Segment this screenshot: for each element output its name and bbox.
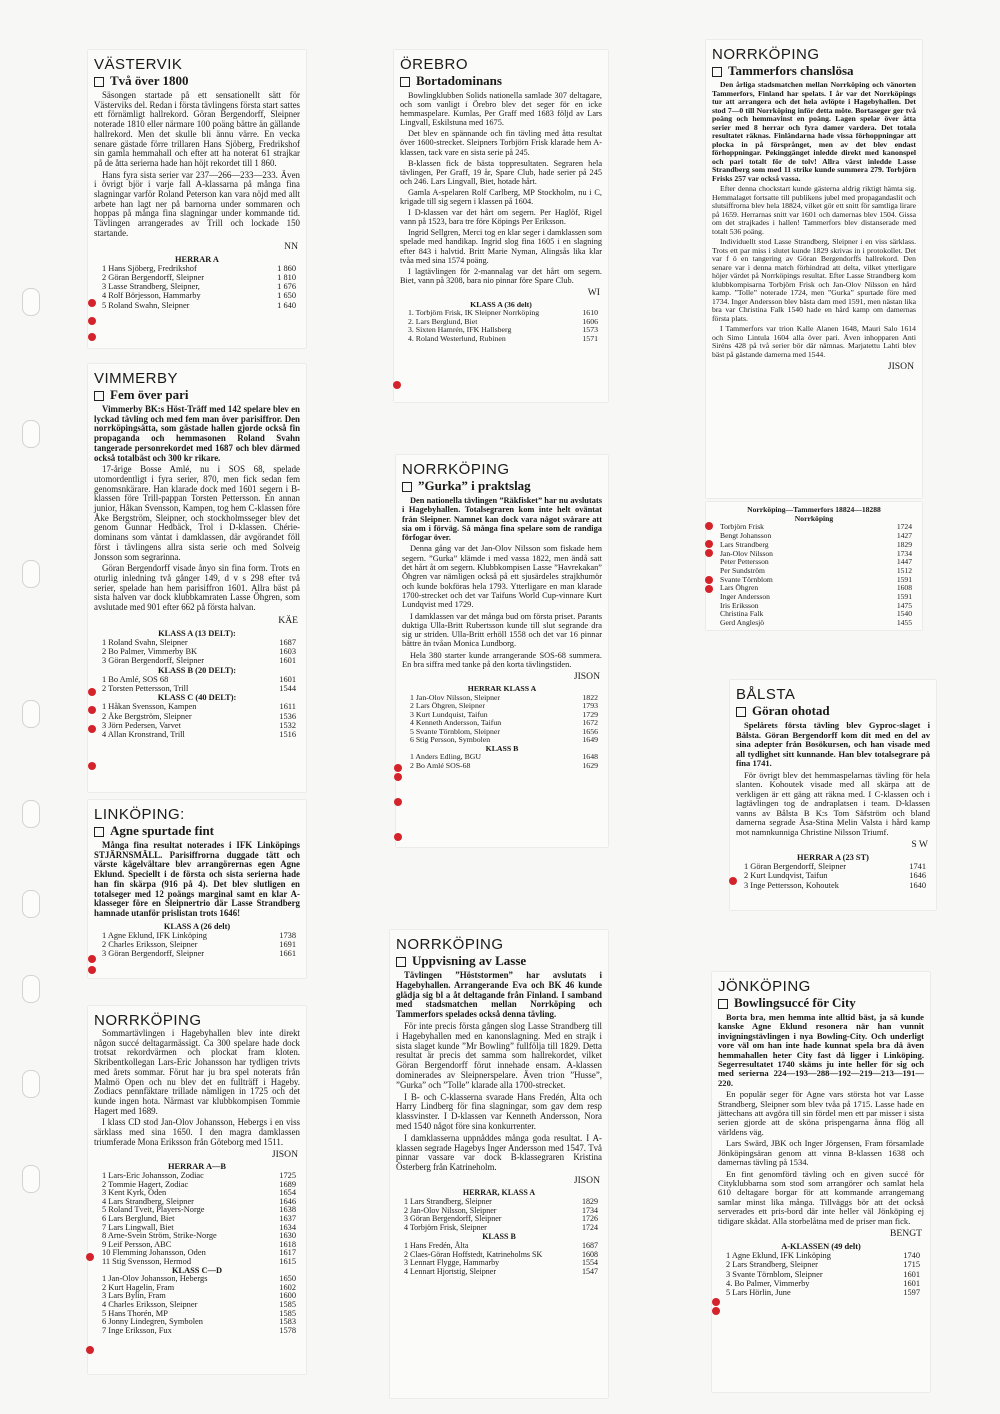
result-row: 3 Göran Bergendorff, Sleipner 1726 <box>404 1214 598 1224</box>
result-row: Inger Andersson 1591 <box>720 592 912 602</box>
paragraph: Gamla A-spelaren Rolf Carlberg, MP Stockholm, nu i C, krigade till sig segern i klassen på 1604. <box>400 187 602 207</box>
result-row: 1 Lars-Eric Johansson, Zodiac 1725 <box>102 1171 296 1181</box>
city-heading: ÖREBRO <box>400 56 469 73</box>
result-row: 1. Torbjörn Frisk, IK Sleipner Norrköping 1610 <box>408 308 598 318</box>
result-row: Christina Falk 1540 <box>720 609 912 619</box>
paragraph: Sommartävlingen i Hagebyhallen blev inte direkt någon succé deltagarmässigt. Ca 300 spelare hade dock trotsat rekordvärmen och plockat fram kloten. Skribentkollegan Lars-Eric Johansson har tydligen trivts med årets sommar. Förut har ju bra spel noterats från Malmö Open och nu blev det en fullträff i Hageby. Zodiacs pennfäktare trillade nämligen in 1725 och det kunde ingen hota. Närmast var klubbkompisen Tommie Hagert med 1689. <box>94 1028 300 1116</box>
result-row: 1 Hans Sjöberg, Fredrikshof 1 860 <box>102 263 296 273</box>
result-row: 2 Lars Strandberg, Sleipner 1715 <box>726 1260 920 1270</box>
result-row: 4 Torbjörn Frisk, Sleipner 1724 <box>404 1223 598 1233</box>
red-marker-dot <box>394 764 402 772</box>
paragraph: I lagtävlingen för 2-mannalag var det hårt om segern. Biet, vann på 3208, bara nio pinnar före Spare Club. <box>400 266 602 285</box>
red-marker-dot <box>712 1307 720 1315</box>
results-table <box>396 1189 602 1277</box>
results-table <box>736 853 930 890</box>
result-row: 3 Lennart Flygge, Hammarby 1554 <box>404 1258 598 1268</box>
red-marker-dot <box>705 576 713 584</box>
red-marker-dot <box>88 966 96 974</box>
result-row: 4. Bo Palmer, Vimmerby 1601 <box>726 1278 920 1288</box>
result-row: 5 Hans Thorén, MP 1585 <box>102 1308 296 1318</box>
headline: Bortadominans <box>400 73 602 89</box>
paragraph: För övrigt blev det hemmaspelarnas tävling för hela slanten. Kohoutek visade med all skärpa att de verkligen är ett gäng att räkna med. I C-klassen och i lagtävlingen tog de andraplatsen i team. D-klassen vanns av Bålsta B K:s Tom Säfström och bland damerna segrade Åsa-Stina Melin Valsta i hård kamp mot namnkunniga Christine Nilsson Triumf. <box>736 769 930 837</box>
result-row: 3 Lasse Strandberg, Sleipner, 1 676 <box>102 282 296 292</box>
red-marker-dot <box>393 381 401 389</box>
results-table <box>94 922 300 959</box>
binder-hole <box>22 420 40 448</box>
results-header: HERRAR A <box>175 254 219 264</box>
clipping-vastervik <box>88 50 306 348</box>
paragraph: För inte precis första gången slog Lasse Strandberg till i Hagebyhallen med en kanonslagning. Med en strajk i sista slaget kunde ”Mr Bowling” fullfölja till 1829. Detta resultat är precis det samma som hallrekordet, vilket Göran Bergendorff förut innehade ensam. A-klassen dominerades av Sleipnerspelare. Även trion ”Husse”, ”Gurka” och ”Tolle” klarade alla 1700-strecket. <box>396 1020 602 1090</box>
result-row: 5 Svante Törnblom, Sleipner 1656 <box>410 726 598 736</box>
result-row: 2 Claes-Göran Hoffstedt, Katrineholms SK 1608 <box>404 1249 598 1259</box>
result-row: 4 Charles Eriksson, Sleipner 1585 <box>102 1299 296 1309</box>
paragraph: Säsongen startade på ett sensationellt sätt för Västerviks del. Redan i första tävlingens första start sattes ett förnämligt hallrekord. Göran Bergendorff, Sleipner noterade 1810 eller närmare 100 poäng bättre än gällande hallrekord. Men det skulle bli ännu värre. En vecka senare gästade förre trillaren Hans Sjöberg, Fredrikshof sin gamla hemmahall och efter att ha noterat 61 strajkar på de åtta serierna hade han höjt rekordet till 1 860. <box>94 90 300 168</box>
headline: Två över 1800 <box>94 73 300 89</box>
result-row: 11 Stig Svensson, Hermod 1615 <box>102 1256 296 1266</box>
results-table <box>94 255 300 310</box>
binder-hole <box>22 288 40 316</box>
result-row: 1 Jan-Olov Johansson, Hebergs 1650 <box>102 1274 296 1284</box>
result-row: 3 Lars Bylin, Fram 1600 <box>102 1291 296 1301</box>
binder-hole <box>22 560 40 588</box>
headline: Agne spurtade fint <box>94 823 300 839</box>
red-marker-dot <box>394 833 402 841</box>
red-marker-dot <box>729 877 737 885</box>
result-row: 1 Hans Fredén, Ålta 1687 <box>404 1240 598 1250</box>
result-row: 1 Jan-Olov Nilsson, Sleipner 1822 <box>410 692 598 702</box>
paragraph: Hans fyra sista serier var 237—266—233—233. Även i övrigt björ i varje fall A-klassarna på många fina slagningar varför Roland Peterson kan vara nöjd med allt arbete han lagt ner på barnorna under sommaren och hoppas på många fina slagningar under kommande tid. Tävlingen arrangerades av Trill och lockade 150 startande. <box>94 169 300 238</box>
city-heading: NORRKÖPING <box>402 461 510 478</box>
result-row: 3 Jörn Pedersen, Varvet 1532 <box>102 720 296 730</box>
checkbox-icon <box>718 999 728 1009</box>
paragraph: I damklassen var det många bud om första priset. Parants duktiga Ulla-Britt Rubertsson kunde till slut segrande dra sig ur striden. Ulla-Britt erhöll 1558 och det var 16 pinnar bättre än tvåan Monica Lundborg. <box>402 611 602 649</box>
results-header: HERRAR A (23 ST) <box>797 853 869 862</box>
paragraph: Ingrid Sellgren, Merci tog en klar seger i damklassen som spelade med handikap. Ingrid slog fina 1605 i en slagning efter 843 i halvtid. Britt Marie Nyman, Alingsås lika klar tvåa med sina 1574 poäng. <box>400 228 602 265</box>
result-row: 4 Rolf Börjesson, Hammarby 1 650 <box>102 291 296 301</box>
result-row: 4 Kenneth Andersson, Taifun 1672 <box>410 718 598 728</box>
result-row: 4 Allan Kronstrand, Trill 1516 <box>102 730 296 739</box>
result-row: 4. Roland Westerlund, Rubinen 1571 <box>408 333 598 343</box>
result-row: 2 Lars Öhgren, Sleipner 1793 <box>410 701 598 711</box>
paragraph: En populär seger för Agne vars största hot var Lasse Strandberg, Sleipner som blev tvåa på 1715. Lasse hade en jättechans att avgöra till sin fördel men ett par misser i sista serien gjorde att de sköna prispengarna ånna flög all världens väg. <box>718 1089 924 1137</box>
binder-hole <box>22 890 40 918</box>
results-header: KLASS C (40 DELT): <box>157 693 237 703</box>
city-heading: VIMMERBY <box>94 370 179 387</box>
paragraph: En fint genomförd tävling och en given succé för Cityklubbarna som stod som arrangörer och samlat hela 610 deltagare borgar för att kommande arrangemang samlar minst lika många. Tillväggs bör att det också serverades ett pris-bord där inte heller väl Jönköping ej tidigare skådat. Alla storbelåtna med de priser man fick. <box>718 1168 924 1226</box>
results-table <box>94 629 300 739</box>
clipping-norrkoping-tammerfors <box>706 40 922 498</box>
clipping-linkoping <box>88 800 306 978</box>
binder-hole <box>22 975 40 1003</box>
results-header: HERRAR, KLASS A <box>462 1187 536 1197</box>
red-marker-dot <box>88 688 96 696</box>
result-row: 2 Kurt Hagelin, Fram 1602 <box>102 1282 296 1292</box>
red-marker-dot <box>88 333 96 341</box>
paragraph: 17-årige Bosse Amlé, nu i SOS 68, spelade utomordentligt i fyra serier, 870, men fick sedan fem genomsnkärare. Han klarade dock med 1601 segern i B-klassen före Trill-pappan Torsten Pettersson. En annan junior, Håkan Svensson, Kampen, tog hem C-klassen före Åke Bergström, Sleipner, och stockholmsseger blev det genom Gunnar Hedbäck, Trol i D-klassen. Chérie-dominans som väntat i damklassen, där avgörandet föll först i tävlingens allra sista serie och med Solveig Jonsson som segrarinna. <box>94 464 300 562</box>
results-header: KLASS A (13 DELT): <box>158 628 236 638</box>
result-row: 1 Göran Bergendorff, Sleipner 1741 <box>744 862 926 872</box>
red-marker-dot <box>88 299 96 307</box>
city-heading: BÅLSTA <box>736 686 796 703</box>
result-row: Peter Pettersson 1447 <box>720 557 912 567</box>
results-header: HERRAR KLASS A <box>467 684 537 694</box>
paragraph: I B- och C-klasserna svarade Hans Fredén, Ålta och Harry Lindberg för fina slagningar, som gav dem resp klassvinster. I D-klassen var Kenneth Andersson, Nora med 1540 något före sina konkurrenter. <box>396 1091 602 1131</box>
result-row: 2 Kurt Lundqvist, Taifun 1646 <box>744 871 926 881</box>
checkbox-icon <box>402 482 412 492</box>
city-heading: NORRKÖPING <box>712 46 820 63</box>
red-marker-dot <box>705 585 713 593</box>
headline: Fem över pari <box>94 387 300 403</box>
signature: KÄE <box>278 614 298 626</box>
paragraph: Lars Swärd, JBK och Inger Jörgensen, Fram församlade Jönköpingsäran genom att vinna B-klassen 1638 och damernas tävling på 1534. <box>718 1138 924 1168</box>
paragraph: Bowlingklubben Solids nationella samlade 307 deltagare, och som vanligt i Örebro blev det seger för en icke hemmaspelare. Kumlas, Per Graff med 1683 följd av Lars Lingvall, Eskilstuna med 1675. <box>400 91 602 128</box>
result-row: 6 Jonny Lindegren, Symbolen 1583 <box>102 1317 296 1327</box>
red-marker-dot <box>86 1346 94 1354</box>
paragraph: Det blev en spännande och fin tävling med åtta resultat över 1600-strecket. Sleipners Torbjörn Frisk klarade hem A-klassen, tack vare en sista serie på 245. <box>400 129 602 157</box>
result-row: Jan-Olov Nilsson 1734 <box>720 548 912 558</box>
results-table <box>402 685 602 770</box>
red-marker-dot <box>86 1253 94 1261</box>
result-row: Iris Eriksson 1475 <box>720 600 912 610</box>
result-row: 3. Sixten Hamrén, IFK Hallsberg 1573 <box>408 325 598 335</box>
signature: JISON <box>573 671 600 683</box>
paragraph: Göran Bergendorff visade ånyo sin fina form. Trots en oturlig inledning två gånger 149, d v s 298 efter två serier, spelade han hem parisiffron 1601. Allra bäst på sista halven var dock klubbkamraten Lasse Öhgren, som avslutade med 901 efter 662 på första halvan. <box>94 563 300 613</box>
headline: Uppvisning av Lasse <box>396 953 602 969</box>
red-marker-dot <box>88 762 96 770</box>
results-header: KLASS A (36 delt) <box>470 299 532 309</box>
result-row: 3 Göran Bergendorff, Sleipner 1661 <box>102 949 296 959</box>
city-heading: NORRKÖPING <box>94 1012 202 1029</box>
signature: WI <box>587 286 600 298</box>
result-row: Lars Strandberg 1829 <box>720 539 912 549</box>
lead-paragraph: Många fina resultat noterades i IFK Linköpings STJÄRNSMÄLL. Parisiffrorna duggade tätt och värste kägelvältare blev arrangörernas egen Agne Eklund. Speciellt i de första och sista serierna hade han fin skärpa (916 på 4). Det blev slutligen en totalseger med 12 poängs marginal samt en klar A-klasseger före en Sleipnertrio där Lasse Strandberg hamnade utanför prislistan trots 1646! <box>94 840 300 918</box>
result-row: Bengt Johansson 1427 <box>720 531 912 541</box>
lead-paragraph: Tävlingen ”Höststormen” har avslutats i Hagebyhallen. Arrangerande Eva och BK 46 kunde glädja sig bl a åt deltagande från Finland. I samband med stadsmatchen mellan Norrköping och Tammerfors spelades också denna tävling. <box>396 970 602 1020</box>
signature: NN <box>284 240 298 252</box>
paragraph: I klass CD stod Jan-Olov Johansson, Hebergs i en viss särklass med sina 1650. I den magra damklassen triumferade Mona Eriksson från Göteborg med 1511. <box>94 1117 300 1147</box>
red-marker-dot <box>88 725 96 733</box>
result-row: 1 Roland Svahn, Sleipner 1687 <box>102 637 296 647</box>
result-row: Lars Öhgren 1608 <box>720 583 912 593</box>
lead-paragraph: Den nationella tävlingen ”Räkfisket” har nu avslutats i Hagebyhallen. Totalsegraren kom inte helt oväntat från Sleipner. Namnet kan dock vara något svårare att sia om i förväg. Så många fina spelare som de randiga förfogar över. <box>402 496 602 543</box>
city-heading: LINKÖPING: <box>94 806 185 823</box>
red-marker-dot <box>88 317 96 325</box>
signature: JISON <box>573 1174 600 1186</box>
paragraph: Individuellt stod Lasse Strandberg, Sleipner i en viss särklass. Trots ett par miss i slutet kunde 1829 skrivas in i protokollet. Det var f ö en tangering av Göran Bergendorffs hallrekord. Den senare var i denna match förhindrad att delta, vilket ytterligare höjer värdet på Norrköpings resultat. Efter Lasse Strandberg kom klubbkompisarna Torbjörn Frisk och Jan-Olov Nilsson en hård kamp. ”Tolle” noterade 1724, men ”Gurka” spurtade före med 1734. Inger Andersson blev bästa dam med 1591, men nästan lika bra var Christina Falk 1540 hade en hård kamp om damernas första plats. <box>712 237 916 323</box>
checkbox-icon <box>94 77 104 87</box>
checkbox-icon <box>400 77 410 87</box>
lead-paragraph: Vimmerby BK:s Höst-Träff med 142 spelare blev en lyckad tävling och med fem man över parisiffror. Den norrköpingsätta, som gästade hallen gjorde också fin propaganda och hemmasonen Roland Svahn tangerade personrekordet med 1687 och blev därmed också totalbäst och 300 kr rikare. <box>94 404 300 463</box>
signature: BENGT <box>890 1227 922 1239</box>
clipping-balsta <box>730 680 936 910</box>
binder-hole <box>22 1165 40 1193</box>
paragraph: B-klassen fick de bästa toppresultaten. Segraren hela tävlingen, Per Graff, 19 år, Spare Club, hade serier på 245 och 246. Lars Lingvall, Biet, hotade hårt. <box>400 158 602 186</box>
results-header: KLASS C—D <box>171 1265 223 1275</box>
result-row: 2 Jan-Olov Nilsson, Sleipner 1734 <box>404 1205 598 1215</box>
signature: JISON <box>887 361 914 372</box>
red-marker-dot <box>705 549 713 557</box>
city-heading: VÄSTERVIK <box>94 56 183 73</box>
lead-paragraph: Borta bra, men hemma inte alltid bäst, ja så kunde kanske Agne Eklund resonera när han vunnit invigningstävlingen i nya Bowling-City. Och underligt vore väl om han inte hade kunnat spela bra då även hemmahallen heter City fast då ligger i Linköping. Segerresultatet 1740 skäms ju inte heller för sig och med serierna 224—193—288—192—219—213—191—220. <box>718 1012 924 1088</box>
clipping-norrkoping-summer <box>88 1006 306 1374</box>
checkbox-icon <box>396 957 406 967</box>
result-row: 3 Inge Pettersson, Kohoutek 1640 <box>744 880 926 890</box>
result-row: Svante Törnblom 1591 <box>720 574 912 584</box>
result-row: 2 Tommie Hagert, Zodiac 1689 <box>102 1179 296 1189</box>
checkbox-icon <box>94 827 104 837</box>
results-table <box>400 301 602 343</box>
paragraph: I D-klassen var det hårt om segern. Per Haglöf, Rigel vann på 1523, bara tre före Köpings Per Eriksson. <box>400 208 602 227</box>
red-marker-dot <box>394 773 402 781</box>
paragraph: Denna gång var det Jan-Olov Nilsson som fiskade hem segern. ”Gurka” klämde i med vassa 1822, men ändå satt det hårt åt om segern. Klubbkompisen Lasse ”Havrekakan” Öhgren var nämligen också på ett sjusärdeles strajkhumör och kunde bokföras hela 1793. Ytterligare en man klarade 1700-strecket och det var Taifuns World Cup-vinnare Kurt Lundqvist med 1729. <box>402 544 602 610</box>
results-subheader: Norrköping <box>794 513 834 523</box>
clipping-norrkoping-lasse <box>390 930 608 1398</box>
lead-paragraph: Den årliga stadsmatchen mellan Norrköping och vänorten Tammerfors, Finland har spelats. I år var det Norrköpings tur att arrangera och det hela avlöpte i Hagebyhallen. Det stod 7—0 till Norrköping inför detta möte. Bortaseger ger två poäng och hemmavinst en poäng. Lagen spelar över åtta serier med 8 herrar och fyra damer vardera. Det totala resultatet räknas. Finländarna hade vissa förhoppningar att plocka in på försprånget, men av det blev endast förhoppningar. Pekinggänget inledde direkt med kanonspel och pari totalt för de tolv! Allra värst inledde Lasse Strandberg som med 11 strike kunde summera 279. Torbjörn Frisks 257 var också vassa. <box>712 80 916 183</box>
result-row: 1 Håkan Svensson, Kampen 1611 <box>102 702 296 712</box>
result-row: 1 Anders Edling, BGU 1648 <box>410 752 598 762</box>
results-header: A-KLASSEN (49 delt) <box>781 1241 861 1251</box>
result-row: 1 Lars Strandberg, Sleipner 1829 <box>404 1196 598 1206</box>
checkbox-icon <box>94 391 104 401</box>
result-row: 6 Stig Persson, Symbolen 1649 <box>410 735 598 745</box>
result-row: 2 Charles Eriksson, Sleipner 1691 <box>102 940 296 950</box>
checkbox-icon <box>736 707 746 717</box>
result-row: 4 Lennart Hjortstig, Sleipner 1547 <box>404 1267 598 1277</box>
result-row: Gerd Anglesjö 1455 <box>720 618 912 628</box>
results-header: KLASS A (26 delt) <box>163 921 231 931</box>
result-row: 2 Göran Bergendorff, Sleipner 1 810 <box>102 272 296 282</box>
red-marker-dot <box>705 540 713 548</box>
result-row: 2. Lars Berglund, Biet 1606 <box>408 316 598 326</box>
results-table <box>712 506 916 628</box>
clipping-norrkoping-tammerfors-results <box>706 502 922 630</box>
result-row: 2 Torsten Pettersson, Trill 1544 <box>102 683 296 693</box>
clipping-norrkoping-gurka <box>396 455 608 847</box>
result-row: 3 Göran Bergendorff, Sleipner 1601 <box>102 656 296 666</box>
result-row: 3 Kurt Lundquist, Taifun 1729 <box>410 709 598 719</box>
result-row: 2 Bo Amlé SOS-68 1629 <box>410 760 598 770</box>
results-table <box>718 1242 924 1297</box>
headline: ”Gurka” i praktslag <box>402 478 602 494</box>
result-row: 1 Bo Amlé, SOS 68 1601 <box>102 674 296 684</box>
headline: Tammerfors chanslösa <box>712 63 916 79</box>
clipping-vimmerby <box>88 364 306 792</box>
city-heading: JÖNKÖPING <box>718 978 811 995</box>
binder-hole <box>22 800 40 828</box>
result-row: Torbjörn Frisk 1724 <box>720 522 912 532</box>
binder-hole <box>22 700 40 728</box>
result-row: 5 Roland Swahn, Sleipner 1 640 <box>102 300 296 310</box>
result-row: Per Sundström 1512 <box>720 565 912 575</box>
result-row: 1 Agne Eklund, IFK Linköping 1738 <box>102 930 296 940</box>
result-row: 9 Leif Persson, ABC 1618 <box>102 1239 296 1249</box>
binder-hole <box>22 1070 40 1098</box>
results-header: KLASS B <box>482 1231 516 1241</box>
result-row: 5 Roland Tveit, Players-Norge 1638 <box>102 1205 296 1215</box>
result-row: 2 Åke Bergström, Sleipner 1536 <box>102 711 296 721</box>
result-row: 5 Lars Hörlin, June 1597 <box>726 1287 920 1297</box>
headline: Göran ohotad <box>736 703 930 719</box>
results-header: Norrköping—Tammerfors 18824—18288 <box>747 505 881 514</box>
result-row: 10 Flemming Johansson, Oden 1617 <box>102 1248 296 1258</box>
paragraph: Efter denna chockstart kunde gästerna aldrig riktigt hämta sig. Hemmalaget fortsatte till publikens jubel med propagandaslit och slutsiffrorna blev hela 18824, vilket gör ett snitt för samtliga lirare på 1659. Herrarnas snitt var 1601 och damernas blev 1504. Gissa om det strajkades i hallen! Tammerfors blev distanserade med totalt 536 poäng. <box>712 184 916 236</box>
red-marker-dot <box>394 798 402 806</box>
paragraph: I Tammerfors var trion Kalle Alanen 1648, Mauri Salo 1614 och Simo Lintula 1604 alla över pari. Även inhopparen Anti Siréns 428 på två serier bör där nämnas. Marjatettu Lahti blev bäst på gästande damerna med 1544. <box>712 324 916 359</box>
signature: JISON <box>271 1149 298 1161</box>
paragraph: I damklasserna uppnåddes många goda resultat. I A-klassen segrade Hagebys Inger Andersson med 1547. Två pinnar vassare var dock B-klassegraren Kristina Österberg från Katrineholm. <box>396 1132 602 1173</box>
result-row: 4 Lars Strandberg, Sleipner 1646 <box>102 1196 296 1206</box>
checkbox-icon <box>712 67 722 77</box>
result-row: 2 Bo Palmer, Vimmerby BK 1603 <box>102 647 296 657</box>
result-row: 6 Lars Berglund, Biet 1637 <box>102 1214 296 1223</box>
result-row: 1 Agne Eklund, IFK Linköping 1740 <box>726 1251 920 1261</box>
results-header: KLASS B (20 DELT): <box>157 665 237 675</box>
result-row: 7 Lars Lingwall, Biet 1634 <box>102 1222 296 1232</box>
result-row: 3 Svante Törnblom, Sleipner 1601 <box>726 1269 920 1279</box>
red-marker-dot <box>88 955 96 963</box>
result-row: 8 Arne-Svein Ström, Strike-Norge 1630 <box>102 1231 296 1241</box>
results-table <box>94 1163 300 1335</box>
red-marker-dot <box>705 522 713 530</box>
result-row: 3 Kent Kyrk, Oden 1654 <box>102 1188 296 1198</box>
red-marker-dot <box>88 706 96 714</box>
paragraph: Hela 380 starter kunde arrangerande SOS-68 summera. En bra siffra med tanke på den korta tävlingstiden. <box>402 650 602 670</box>
headline: Bowlingsuccé för City <box>718 995 924 1011</box>
result-row: 7 Inge Eriksson, Fux 1578 <box>102 1325 296 1335</box>
signature: S W <box>911 839 928 850</box>
city-heading: NORRKÖPING <box>396 936 504 953</box>
clipping-orebro <box>394 50 608 402</box>
red-marker-dot <box>712 1298 720 1306</box>
results-header: KLASS B <box>485 743 519 753</box>
results-header: HERRAR A—B <box>168 1162 226 1172</box>
lead-paragraph: Spelårets första tävling blev Gyproc-slaget i Bålsta. Göran Bergendorff kom dit med en del av sina adepter från Bosökursen, och han visade med all tydlighet sitt kunnande. Han blev totalsegrare på fina 1741. <box>736 720 930 768</box>
clipping-jonkoping <box>712 972 930 1392</box>
